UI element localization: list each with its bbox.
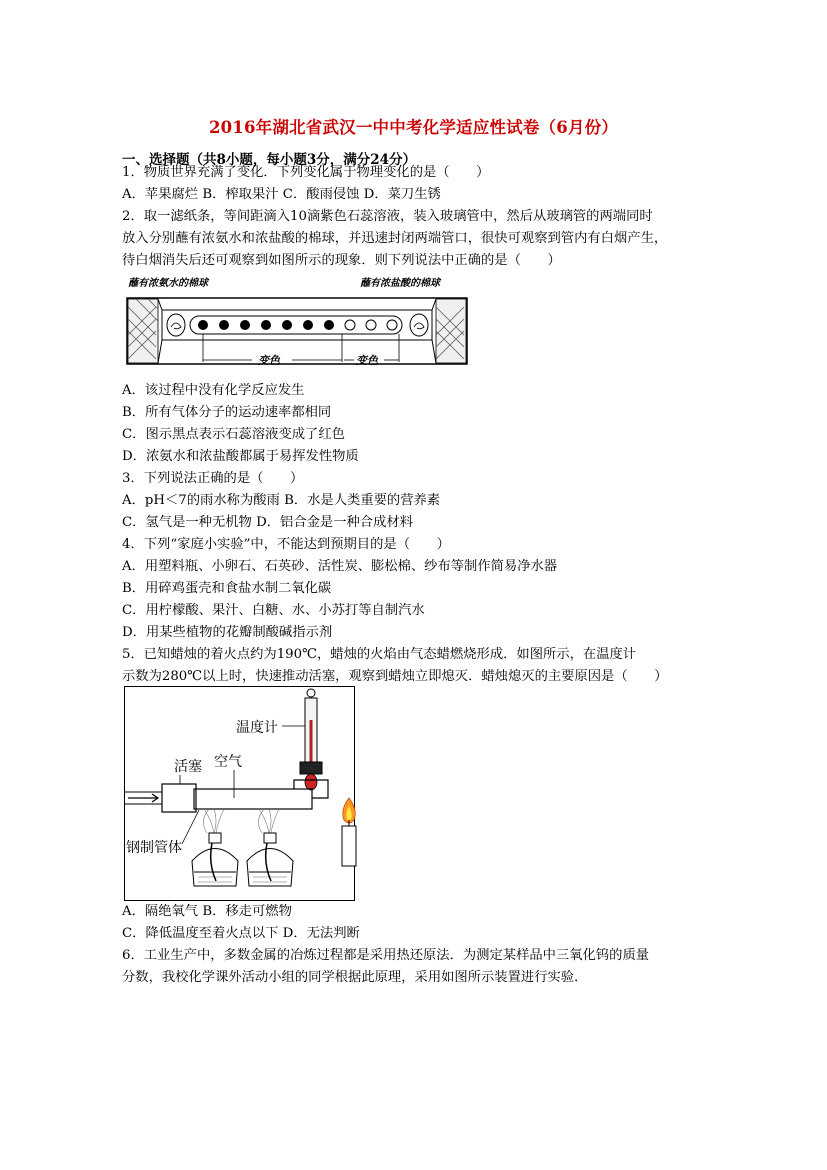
- question-5-stem-line2: 示数为280℃以上时，快速推动活塞，观察到蜡烛立即熄灭．蜡烛熄灭的主要原因是（ ）: [122, 669, 668, 684]
- question-4-option-a: A．用塑料瓶、小卵石、石英砂、活性炭、膨松棉、纱布等制作简易净水器: [122, 559, 558, 574]
- question-5-stem-line1: 5．已知蜡烛的着火点约为190℃，蜡烛的火焰由气态蜡燃烧形成．如图所示，在温度计: [122, 647, 637, 662]
- page-title: 2016年湖北省武汉一中中考化学适应性试卷（6月份）: [208, 118, 619, 137]
- question-2-option-b: B．所有气体分子的运动速率都相同: [122, 405, 332, 420]
- question-2-stem-line2: 放入分别蘸有浓氨水和浓盐酸的棉球，并迅速封闭两端管口，很快可观察到管内有白烟产生，: [122, 231, 668, 246]
- alcohol-lamps: [192, 833, 293, 886]
- question-4-option-c: C．用柠檬酸、果汁、白糖、水、小苏打等自制汽水: [122, 603, 425, 618]
- question-2-stem-line3: 待白烟消失后还可观察到如图所示的现象．则下列说法中正确的是（ ）: [122, 253, 561, 268]
- piston: [162, 784, 196, 812]
- question-6-stem-line2: 分数，我校化学课外活动小组的同学根据此原理，采用如图所示装置进行实验．: [122, 970, 588, 985]
- hcl-cotton-label: 蘸有浓盐酸的棉球: [360, 278, 440, 289]
- thermometer-label: 温度计: [236, 720, 278, 736]
- question-2-stem-line1: 2．取一滤纸条，等间距滴入10滴紫色石蕊溶液，装入玻璃管中，然后从玻璃管的两端同时: [122, 209, 653, 224]
- litmus-dots: [198, 320, 397, 330]
- question-3-stem: 3．下列说法正确的是（ ）: [122, 471, 304, 486]
- color-change-span-left: 变色: [258, 354, 280, 367]
- ammonia-cotton-label: 蘸有浓氨水的棉球: [128, 278, 208, 289]
- question-3-options-cd: C．氢气是一种无机物 D．铝合金是一种合成材料: [122, 515, 413, 530]
- piston-label: 活塞: [174, 759, 202, 775]
- burner-flames: [203, 809, 279, 833]
- question-6-stem-line1: 6．工业生产中，多数金属的冶炼过程都是采用热还原法．为测定某样品中三氧化钨的质量: [122, 948, 650, 963]
- question-1-stem: 1．物质世界充满了变化．下列变化属于物理变化的是（ ）: [122, 165, 490, 180]
- left-plug-hatch: [128, 299, 158, 363]
- glass-tube-figure: [122, 272, 472, 372]
- candle-apparatus-figure: [124, 686, 364, 902]
- color-change-span-right: 变色: [356, 354, 378, 367]
- question-4-option-b: B．用碎鸡蛋壳和食盐水制二氧化碳: [122, 581, 332, 596]
- question-2-option-a: A．该过程中没有化学反应发生: [122, 383, 305, 398]
- section-heading: 一、选择题（共8小题，每小题3分，满分24分）: [122, 152, 417, 168]
- question-1-options: A．苹果腐烂 B．榨取果汁 C．酸雨侵蚀 D．菜刀生锈: [122, 187, 441, 202]
- question-5-options-cd: C．降低温度至着火点以下 D．无法判断: [122, 926, 360, 941]
- question-3-options-ab: A．pH＜7的雨水称为酸雨 B．水是人类重要的营养素: [122, 493, 441, 508]
- thermometer: [300, 689, 322, 790]
- question-2-option-d: D．浓氨水和浓盐酸都属于易挥发性物质: [122, 449, 359, 464]
- question-5-options-ab: A．隔绝氧气 B．移走可燃物: [122, 904, 292, 919]
- steel-tube-label: 钢制管体: [126, 840, 182, 856]
- right-cotton-ball: [410, 314, 428, 336]
- question-4-option-d: D．用某些植物的花瓣制酸碱指示剂: [122, 625, 333, 640]
- steel-tube: [194, 789, 312, 809]
- question-4-stem: 4．下列“家庭小实验”中，不能达到预期目的是（ ）: [122, 537, 450, 552]
- candle-figure: [336, 796, 362, 868]
- left-cotton-ball: [167, 314, 185, 336]
- question-2-option-c: C．图示黑点表示石蕊溶液变成了红色: [122, 427, 345, 442]
- air-label: 空气: [214, 754, 242, 770]
- right-plug-hatch: [436, 299, 466, 363]
